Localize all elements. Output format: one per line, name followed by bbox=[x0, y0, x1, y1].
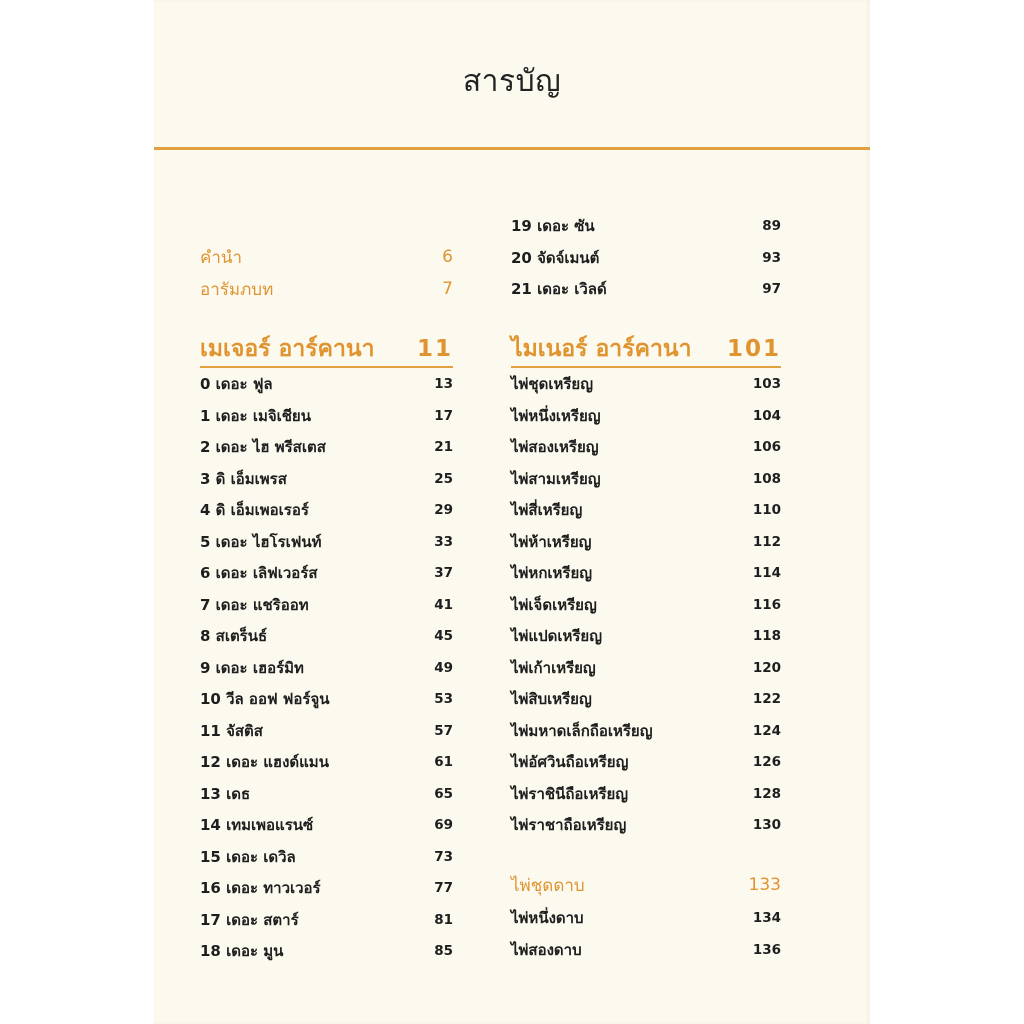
toc-entry[interactable] bbox=[511, 685, 781, 713]
section-heading-minor-arcana[interactable] bbox=[511, 332, 781, 368]
toc-entry[interactable] bbox=[200, 465, 453, 493]
toc-entry-label: ไพ่ราชาถือเหรียญ bbox=[511, 816, 627, 834]
toc-entry-label: 17 เดอะ สตาร์ bbox=[200, 910, 299, 929]
toc-entry-label: ไพ่เก้าเหรียญ bbox=[511, 658, 596, 677]
title-divider bbox=[154, 147, 870, 150]
toc-entry[interactable] bbox=[511, 936, 781, 964]
toc-entry[interactable] bbox=[200, 433, 453, 461]
toc-entry-page: 37 bbox=[434, 565, 453, 581]
toc-entry-page: 108 bbox=[752, 470, 781, 487]
toc-entry-page: 130 bbox=[752, 817, 781, 833]
toc-entry-label: อารัมภบท bbox=[200, 279, 274, 300]
toc-entry-label: ไพ่สองเหรียญ bbox=[511, 438, 599, 456]
toc-entry-label: ไพ่ห้าเหรียญ bbox=[511, 532, 592, 551]
toc-entry[interactable] bbox=[511, 275, 781, 303]
toc-entry-page: 136 bbox=[752, 941, 781, 958]
toc-entry[interactable] bbox=[200, 370, 453, 398]
toc-entry-page: 29 bbox=[434, 502, 453, 518]
toc-entry-label: 9 เดอะ เฮอร์มิท bbox=[200, 658, 304, 677]
toc-entry-label: 2 เดอะ ไฮ พรีสเตส bbox=[200, 438, 326, 456]
toc-entry[interactable] bbox=[511, 717, 781, 745]
toc-entry-label: ไพ่สองดาบ bbox=[511, 940, 582, 959]
toc-entry-page: 81 bbox=[434, 911, 453, 928]
toc-entry-label: ไพ่หกเหรียญ bbox=[511, 564, 593, 582]
toc-entry-page: 61 bbox=[434, 754, 453, 770]
toc-entry-page: 116 bbox=[752, 596, 781, 613]
toc-entry-label: 20 จัดจ์เมนต์ bbox=[511, 248, 600, 267]
toc-entry-label: ไพ่สิบเหรียญ bbox=[511, 690, 592, 708]
section-heading-major-arcana[interactable] bbox=[200, 332, 453, 368]
toc-entry[interactable] bbox=[511, 780, 781, 808]
toc-entry-label: 18 เดอะ มูน bbox=[200, 942, 284, 960]
toc-entry-label: 12 เดอะ แฮงด์แมน bbox=[200, 753, 329, 771]
toc-entry[interactable] bbox=[200, 906, 453, 934]
toc-entry-page: 33 bbox=[434, 533, 453, 550]
toc-entry-page: 89 bbox=[762, 218, 781, 234]
toc-entry-page: 41 bbox=[434, 596, 453, 613]
toc-entry-label: 8 สเตร็นธ์ bbox=[200, 627, 268, 645]
book-page bbox=[154, 0, 870, 1024]
toc-entry-page: 118 bbox=[752, 628, 781, 644]
toc-entry-label: 3 ดิ เอ็มเพรส bbox=[200, 469, 287, 488]
toc-entry[interactable] bbox=[511, 244, 781, 272]
toc-entry[interactable] bbox=[511, 370, 781, 398]
toc-entry[interactable] bbox=[200, 559, 453, 587]
toc-entry-page: 25 bbox=[434, 470, 453, 487]
toc-entry-label: 11 จัสติส bbox=[200, 721, 263, 740]
toc-entry-label: 6 เดอะ เลิฟเวอร์ส bbox=[200, 564, 318, 582]
toc-entry-page: 110 bbox=[752, 502, 781, 518]
toc-entry-page: 126 bbox=[752, 754, 781, 770]
toc-entry-label: 21 เดอะ เวิลด์ bbox=[511, 280, 607, 298]
toc-entry-label: 4 ดิ เอ็มเพอเรอร์ bbox=[200, 501, 309, 519]
toc-entry-label: 15 เดอะ เดวิล bbox=[200, 847, 296, 866]
toc-entry-page: 103 bbox=[752, 376, 781, 392]
toc-entry-label: 5 เดอะ ไฮโรเฟนท์ bbox=[200, 532, 322, 551]
toc-entry-label: 0 เดอะ ฟูล bbox=[200, 375, 273, 393]
toc-entry-page: 7 bbox=[442, 279, 453, 299]
toc-entry-page: 13 bbox=[434, 376, 453, 392]
section-heading-label: เมเจอร์ อาร์คานา bbox=[200, 336, 375, 362]
toc-entry-page: 114 bbox=[752, 565, 781, 581]
toc-entry-label: 16 เดอะ ทาวเวอร์ bbox=[200, 879, 321, 897]
toc-entry-label: 1 เดอะ เมจิเชียน bbox=[200, 406, 311, 425]
toc-entry[interactable] bbox=[511, 465, 781, 493]
toc-entry-label: ไพ่แปดเหรียญ bbox=[511, 627, 603, 645]
toc-entry[interactable] bbox=[511, 559, 781, 587]
toc-entry-page: 17 bbox=[434, 407, 453, 424]
toc-entry[interactable] bbox=[200, 654, 453, 682]
toc-entry[interactable] bbox=[511, 591, 781, 619]
toc-entry[interactable] bbox=[511, 433, 781, 461]
toc-entry-label: ไพ่เจ็ดเหรียญ bbox=[511, 595, 597, 614]
toc-entry-label: ไพ่ราชินีถือเหรียญ bbox=[511, 784, 629, 803]
toc-entry[interactable] bbox=[200, 717, 453, 745]
toc-entry-label: ไพ่ชุดเหรียญ bbox=[511, 375, 593, 393]
toc-entry[interactable] bbox=[511, 496, 781, 524]
toc-entry-page: 77 bbox=[434, 880, 453, 896]
toc-entry[interactable] bbox=[511, 622, 781, 650]
toc-entry-label: ไพ่หนึ่งเหรียญ bbox=[511, 406, 601, 425]
toc-entry-label: ไพ่มหาดเล็กถือเหรียญ bbox=[511, 721, 653, 740]
toc-entry-label: ไพ่สามเหรียญ bbox=[511, 469, 601, 488]
toc-entry[interactable] bbox=[200, 685, 453, 713]
toc-entry[interactable] bbox=[511, 811, 781, 839]
toc-entry-page: 57 bbox=[434, 722, 453, 739]
toc-entry-label: ไพ่สี่เหรียญ bbox=[511, 501, 583, 519]
toc-entry[interactable] bbox=[511, 748, 781, 776]
toc-entry-page: 6 bbox=[442, 247, 453, 267]
page-title: สารบัญ bbox=[462, 64, 562, 99]
toc-entry[interactable] bbox=[200, 780, 453, 808]
toc-entry-page: 104 bbox=[752, 407, 781, 424]
toc-entry[interactable] bbox=[511, 402, 781, 430]
toc-entry-page: 97 bbox=[762, 281, 781, 297]
toc-entry-prologue[interactable] bbox=[200, 275, 453, 303]
toc-entry[interactable] bbox=[511, 654, 781, 682]
toc-entry-label: 7 เดอะ แชริออท bbox=[200, 595, 309, 614]
toc-entry-label: ไพ่หนึ่งดาบ bbox=[511, 909, 584, 927]
section-heading-swords[interactable] bbox=[511, 871, 781, 899]
section-heading-label: ไมเนอร์ อาร์คานา bbox=[511, 336, 692, 362]
toc-entry-page: 128 bbox=[752, 785, 781, 802]
toc-entry[interactable] bbox=[200, 402, 453, 430]
section-heading-page: 101 bbox=[726, 336, 781, 362]
toc-entry-page: 73 bbox=[434, 848, 453, 865]
toc-entry[interactable] bbox=[200, 622, 453, 650]
toc-entry[interactable] bbox=[200, 496, 453, 524]
toc-entry-page: 120 bbox=[752, 659, 781, 676]
toc-entry-page: 53 bbox=[434, 691, 453, 707]
toc-entry-page: 106 bbox=[752, 439, 781, 455]
toc-entry-label: 13 เดธ bbox=[200, 784, 251, 803]
toc-entry-page: 69 bbox=[434, 817, 453, 833]
toc-entry-page: 49 bbox=[434, 659, 453, 676]
toc-entry[interactable] bbox=[200, 528, 453, 556]
toc-entry-foreword[interactable] bbox=[200, 243, 453, 271]
toc-entry[interactable] bbox=[200, 591, 453, 619]
toc-entry-page: 85 bbox=[434, 943, 453, 959]
toc-entry[interactable] bbox=[511, 212, 781, 240]
toc-entry-page: 124 bbox=[752, 722, 781, 739]
toc-entry[interactable] bbox=[511, 904, 781, 932]
toc-entry-page: 112 bbox=[752, 533, 781, 550]
toc-entry-page: 134 bbox=[752, 910, 781, 926]
toc-entry-page: 122 bbox=[752, 691, 781, 707]
toc-entry-label: ไพ่อัศวินถือเหรียญ bbox=[511, 753, 629, 771]
toc-entry[interactable] bbox=[200, 748, 453, 776]
toc-entry-label: 19 เดอะ ซัน bbox=[511, 217, 595, 235]
section-heading-page: 133 bbox=[748, 875, 781, 895]
toc-entry-label: 14 เทมเพอแรนซ์ bbox=[200, 816, 314, 834]
section-heading-label: ไพ่ชุดดาบ bbox=[511, 875, 585, 896]
toc-entry-label: 10 วีล ออฟ ฟอร์จูน bbox=[200, 690, 330, 708]
toc-entry-page: 65 bbox=[434, 785, 453, 802]
toc-entry-page: 93 bbox=[762, 249, 781, 266]
toc-entry[interactable] bbox=[200, 843, 453, 871]
toc-entry-page: 21 bbox=[434, 439, 453, 455]
toc-entry[interactable] bbox=[200, 811, 453, 839]
toc-entry-page: 45 bbox=[434, 628, 453, 644]
section-heading-page: 11 bbox=[416, 336, 453, 362]
toc-entry[interactable] bbox=[200, 874, 453, 902]
toc-entry-label: คำนำ bbox=[200, 247, 243, 268]
toc-entry[interactable] bbox=[511, 528, 781, 556]
toc-entry[interactable] bbox=[200, 937, 453, 965]
